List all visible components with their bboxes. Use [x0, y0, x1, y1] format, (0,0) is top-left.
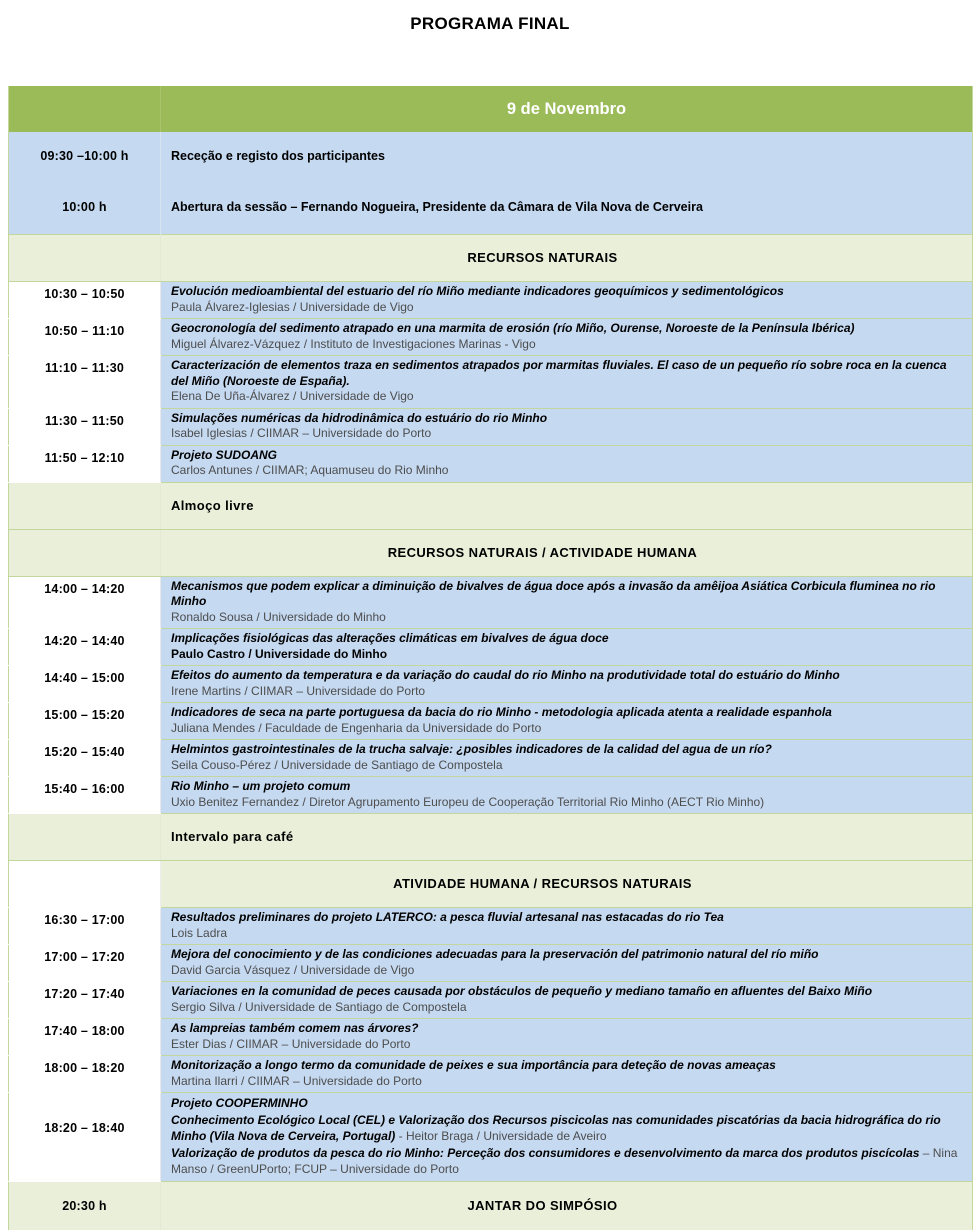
talk-content-cell: [161, 282, 973, 319]
talk-content-cell: [161, 703, 973, 740]
talk-time: 11:50 – 12:10: [44, 450, 125, 465]
talk-time: 18:00 – 18:20: [44, 1061, 125, 1075]
talk-speaker: David Garcia Vásquez / Universidade de Vigo: [171, 962, 415, 977]
day-header-label-cell: [161, 86, 973, 132]
talk-row: [9, 629, 973, 666]
talk-title-run: Conhecimento Ecológico Local (CEL) e Valorização dos Recursos piscicolas nas comunidades piscatórias da bacia hidrográfica do rio Minho (Vila Nova de Cerveira, Portugal): [171, 1112, 941, 1143]
talk-title: Mejora del conocimiento y de las condiciones adecuadas para la preservación del patrimonio natural del río miño: [171, 947, 819, 961]
talk-content-cell: [161, 319, 973, 356]
day-header-label: 9 de Novembro: [506, 100, 627, 118]
talk-time: 11:10 – 11:30: [44, 361, 125, 375]
talk-content-cell: [161, 1093, 973, 1182]
talk-time: 17:00 – 17:20: [44, 950, 125, 964]
day-header-time-cell: [9, 86, 161, 132]
section-header-time-cell: [9, 482, 161, 529]
page-title: PROGRAMA FINAL: [410, 14, 570, 33]
talk-time: 10:30 – 10:50: [44, 287, 125, 301]
talk-content-cell: [161, 777, 973, 814]
talk-row: [9, 777, 973, 814]
talk-time: 18:20 – 18:40: [44, 1121, 125, 1135]
talk-time: 11:30 – 11:50: [44, 413, 125, 428]
talk-content-cell: [161, 629, 973, 666]
talk-time: 15:40 – 16:00: [44, 782, 125, 796]
talk-content-cell: [161, 945, 973, 982]
talk-time: 14:40 – 15:00: [44, 671, 125, 685]
talk-title: Indicadores de seca na parte portuguesa da bacia do rio Minho - metodologia aplicada atenta a realidade espanhola: [171, 705, 832, 719]
talk-line: [171, 1095, 964, 1112]
talk-line: [171, 1145, 964, 1178]
talk-title: Evolución medioambiental del estuario del río Miño mediante indicadores geoquímicos y sedimentológicos: [171, 284, 784, 298]
talk-speaker-run: – Nina Manso / GreenUPorto; FCUP – Universidade do Porto: [171, 1145, 958, 1176]
talk-time-cell: [9, 576, 161, 629]
row-time: 10:00 h: [62, 200, 107, 214]
section-header-content-cell: [161, 861, 973, 908]
talk-speaker: Ester Dias / CIIMAR – Universidade do Porto: [171, 1036, 411, 1051]
section-header-row: [9, 482, 973, 529]
talk-title: Variaciones en la comunidad de peces causada por obstáculos de pequeño y mediano tamaño en afluentes del Baixo Miño: [171, 984, 873, 998]
talk-title: Monitorização a longo termo da comunidade de peixes e sua importância para deteção de novas ameaças: [171, 1058, 776, 1072]
row-content-cell: [161, 132, 973, 180]
talk-speaker: Juliana Mendes / Faculdade de Engenharia da Universidade do Porto: [171, 720, 542, 735]
schedule-body: [9, 86, 973, 1230]
talk-row: [9, 703, 973, 740]
row-time: 09:30 –10:00 h: [40, 149, 129, 163]
talk-speaker: Martina Ilarri / CIIMAR – Universidade do Porto: [171, 1073, 422, 1088]
talk-speaker: Isabel Iglesias / CIIMAR – Universidade do Porto: [171, 426, 432, 440]
talk-time: 14:00 – 14:20: [44, 581, 125, 596]
talk-row: [9, 982, 973, 1019]
talk-speaker: Ronaldo Sousa / Universidade do Minho: [171, 609, 386, 624]
talk-time-cell: [9, 1056, 161, 1093]
talk-row: [9, 666, 973, 703]
section-header-content-cell: [161, 814, 973, 861]
section-header-content-cell: [161, 529, 973, 576]
talk-row: [9, 356, 973, 409]
talk-content-cell: [161, 740, 973, 777]
talk-time-cell: [9, 282, 161, 319]
talk-title: Resultados preliminares do projeto LATERCO: a pesca fluvial artesanal nas estacadas do rio Tea: [171, 910, 724, 924]
row-time-cell: [9, 180, 161, 235]
talk-time: 15:00 – 15:20: [44, 708, 125, 722]
dinner-content-cell: [161, 1181, 973, 1230]
talk-content-cell: [161, 576, 973, 629]
talk-title: As lampreias também comem nas árvores?: [171, 1021, 419, 1035]
talk-content-cell: [161, 1056, 973, 1093]
talk-row: [9, 945, 973, 982]
program-schedule-table: [8, 86, 973, 1230]
talk-speaker: Miguel Álvarez-Vázquez / Instituto de Investigaciones Marinas - Vigo: [171, 336, 536, 351]
talk-row: [9, 282, 973, 319]
talk-speaker: Elena De Uña-Álvarez / Universidade de Vigo: [171, 389, 414, 403]
day-header-row: [9, 86, 973, 132]
talk-title: Rio Minho – um projeto comum: [171, 779, 351, 793]
dinner-label: JANTAR DO SIMPÓSIO: [467, 1197, 618, 1213]
section-header-label: ATIVIDADE HUMANA / RECURSOS NATURAIS: [393, 876, 692, 891]
row-text: Abertura da sessão – Fernando Nogueira, Presidente da Câmara de Vila Nova de Cerveira: [171, 200, 703, 214]
talk-title: Caracterización de elementos traza en sedimentos atrapados por marmitas fluviales. El caso de un pequeño río sobre roca en la cuenca del Miño (Noroeste de España).: [171, 358, 947, 388]
talk-time: 15:20 – 15:40: [44, 745, 125, 759]
talk-title-run: Valorização de produtos da pesca do rio Minho: Perceção dos consumidores e desenvolvimento da marca dos produtos piscícolas: [171, 1145, 920, 1160]
talk-time-cell: [9, 445, 161, 482]
talk-time-cell: [9, 777, 161, 814]
talk-time-cell: [9, 908, 161, 945]
dinner-time: 20:30 h: [62, 1198, 107, 1213]
row-content-cell: [161, 180, 973, 235]
dinner-time-cell: [9, 1181, 161, 1230]
talk-time-cell: [9, 740, 161, 777]
talk-time-cell: [9, 356, 161, 409]
row-text: Receção e registo dos participantes: [171, 149, 385, 163]
talk-speaker: Seila Couso-Pérez / Universidade de Santiago de Compostela: [171, 757, 503, 772]
talk-title: Efeitos do aumento da temperatura e da variação do caudal do rio Minho na produtividade total do estuário do Minho: [171, 668, 840, 682]
section-header-time-cell: [9, 235, 161, 282]
talk-title: Simulações numéricas da hidrodinâmica do estuário do rio Minho: [171, 410, 548, 425]
section-header-row: [9, 814, 973, 861]
talk-content-cell: [161, 408, 973, 445]
talk-time-cell: [9, 1093, 161, 1182]
talk-content-cell: [161, 445, 973, 482]
dinner-row: [9, 1181, 973, 1230]
talk-row: [9, 319, 973, 356]
talk-row: [9, 445, 973, 482]
section-header-time-cell: [9, 814, 161, 861]
talk-title-run: Projeto COOPERMINHO: [171, 1096, 308, 1110]
talk-time: 16:30 – 17:00: [44, 913, 125, 927]
talk-time-cell: [9, 629, 161, 666]
section-header-row: [9, 861, 973, 908]
row-time-cell: [9, 132, 161, 180]
talk-line: [171, 1112, 964, 1145]
talk-speaker: Sergio Silva / Universidade de Santiago de Compostela: [171, 999, 467, 1014]
talk-time-cell: [9, 982, 161, 1019]
talk-content-cell: [161, 356, 973, 409]
talk-title: Helmintos gastrointestinales de la trucha salvaje: ¿posibles indicadores de la calidad del agua de un río?: [171, 742, 772, 756]
talk-time: 17:20 – 17:40: [44, 987, 125, 1001]
talk-speaker: Carlos Antunes / CIIMAR; Aquamuseu do Rio Minho: [171, 463, 449, 477]
talk-content-cell: [161, 1019, 973, 1056]
talk-time-cell: [9, 319, 161, 356]
talk-row: [9, 1056, 973, 1093]
talk-time-cell: [9, 408, 161, 445]
section-header-label: Intervalo para café: [171, 829, 294, 844]
schedule-row: [9, 132, 973, 180]
talk-time-cell: [9, 945, 161, 982]
section-header-time-cell: [9, 861, 161, 908]
talk-speaker: Lois Ladra: [171, 925, 228, 940]
talk-speaker: Irene Martins / CIIMAR – Universidade do Porto: [171, 683, 426, 698]
talk-title: Mecanismos que podem explicar a diminuição de bivalves de água doce após a invasão da amêijoa Asiática Corbicula fluminea no rio Minho: [171, 578, 936, 608]
section-header-label: RECURSOS NATURAIS / ACTIVIDADE HUMANA: [387, 544, 698, 560]
section-header-row: [9, 529, 973, 576]
section-header-content-cell: [161, 235, 973, 282]
talk-time-cell: [9, 666, 161, 703]
talk-content-cell: [161, 982, 973, 1019]
talk-row: [9, 1019, 973, 1056]
talk-time-cell: [9, 1019, 161, 1056]
talk-time: 10:50 – 11:10: [44, 324, 125, 338]
talk-speaker: Paula Álvarez-Iglesias / Universidade de Vigo: [171, 299, 414, 314]
section-header-row: [9, 235, 973, 282]
talk-title: Geocronología del sedimento atrapado en una marmita de erosión (río Miño, Ourense, Noroeste de la Península Ibérica): [171, 321, 855, 335]
talk-time-cell: [9, 703, 161, 740]
talk-time: 14:20 – 14:40: [44, 634, 125, 648]
talk-content-cell: [161, 666, 973, 703]
talk-row: [9, 740, 973, 777]
talk-speaker: Paulo Castro / Universidade do Minho: [171, 646, 388, 661]
section-header-label: Almoço livre: [171, 497, 254, 513]
talk-speaker: Uxio Benitez Fernandez / Diretor Agrupamento Europeu de Cooperação Territorial Rio Minho (AECT Rio Minho): [171, 794, 765, 809]
section-header-label: RECURSOS NATURAIS: [467, 250, 618, 265]
talk-content-cell: [161, 908, 973, 945]
talk-row: [9, 1093, 973, 1182]
section-header-content-cell: [161, 482, 973, 529]
talk-time: 17:40 – 18:00: [44, 1024, 125, 1038]
talk-row: [9, 908, 973, 945]
section-header-time-cell: [9, 529, 161, 576]
talk-title: Projeto SUDOANG: [171, 447, 278, 462]
talk-speaker-run: - Heitor Braga / Universidade de Aveiro: [395, 1129, 607, 1143]
talk-row: [9, 408, 973, 445]
schedule-row: [9, 180, 973, 235]
talk-row: [9, 576, 973, 629]
talk-title: Implicações fisiológicas das alterações climáticas em bivalves de água doce: [171, 631, 609, 645]
